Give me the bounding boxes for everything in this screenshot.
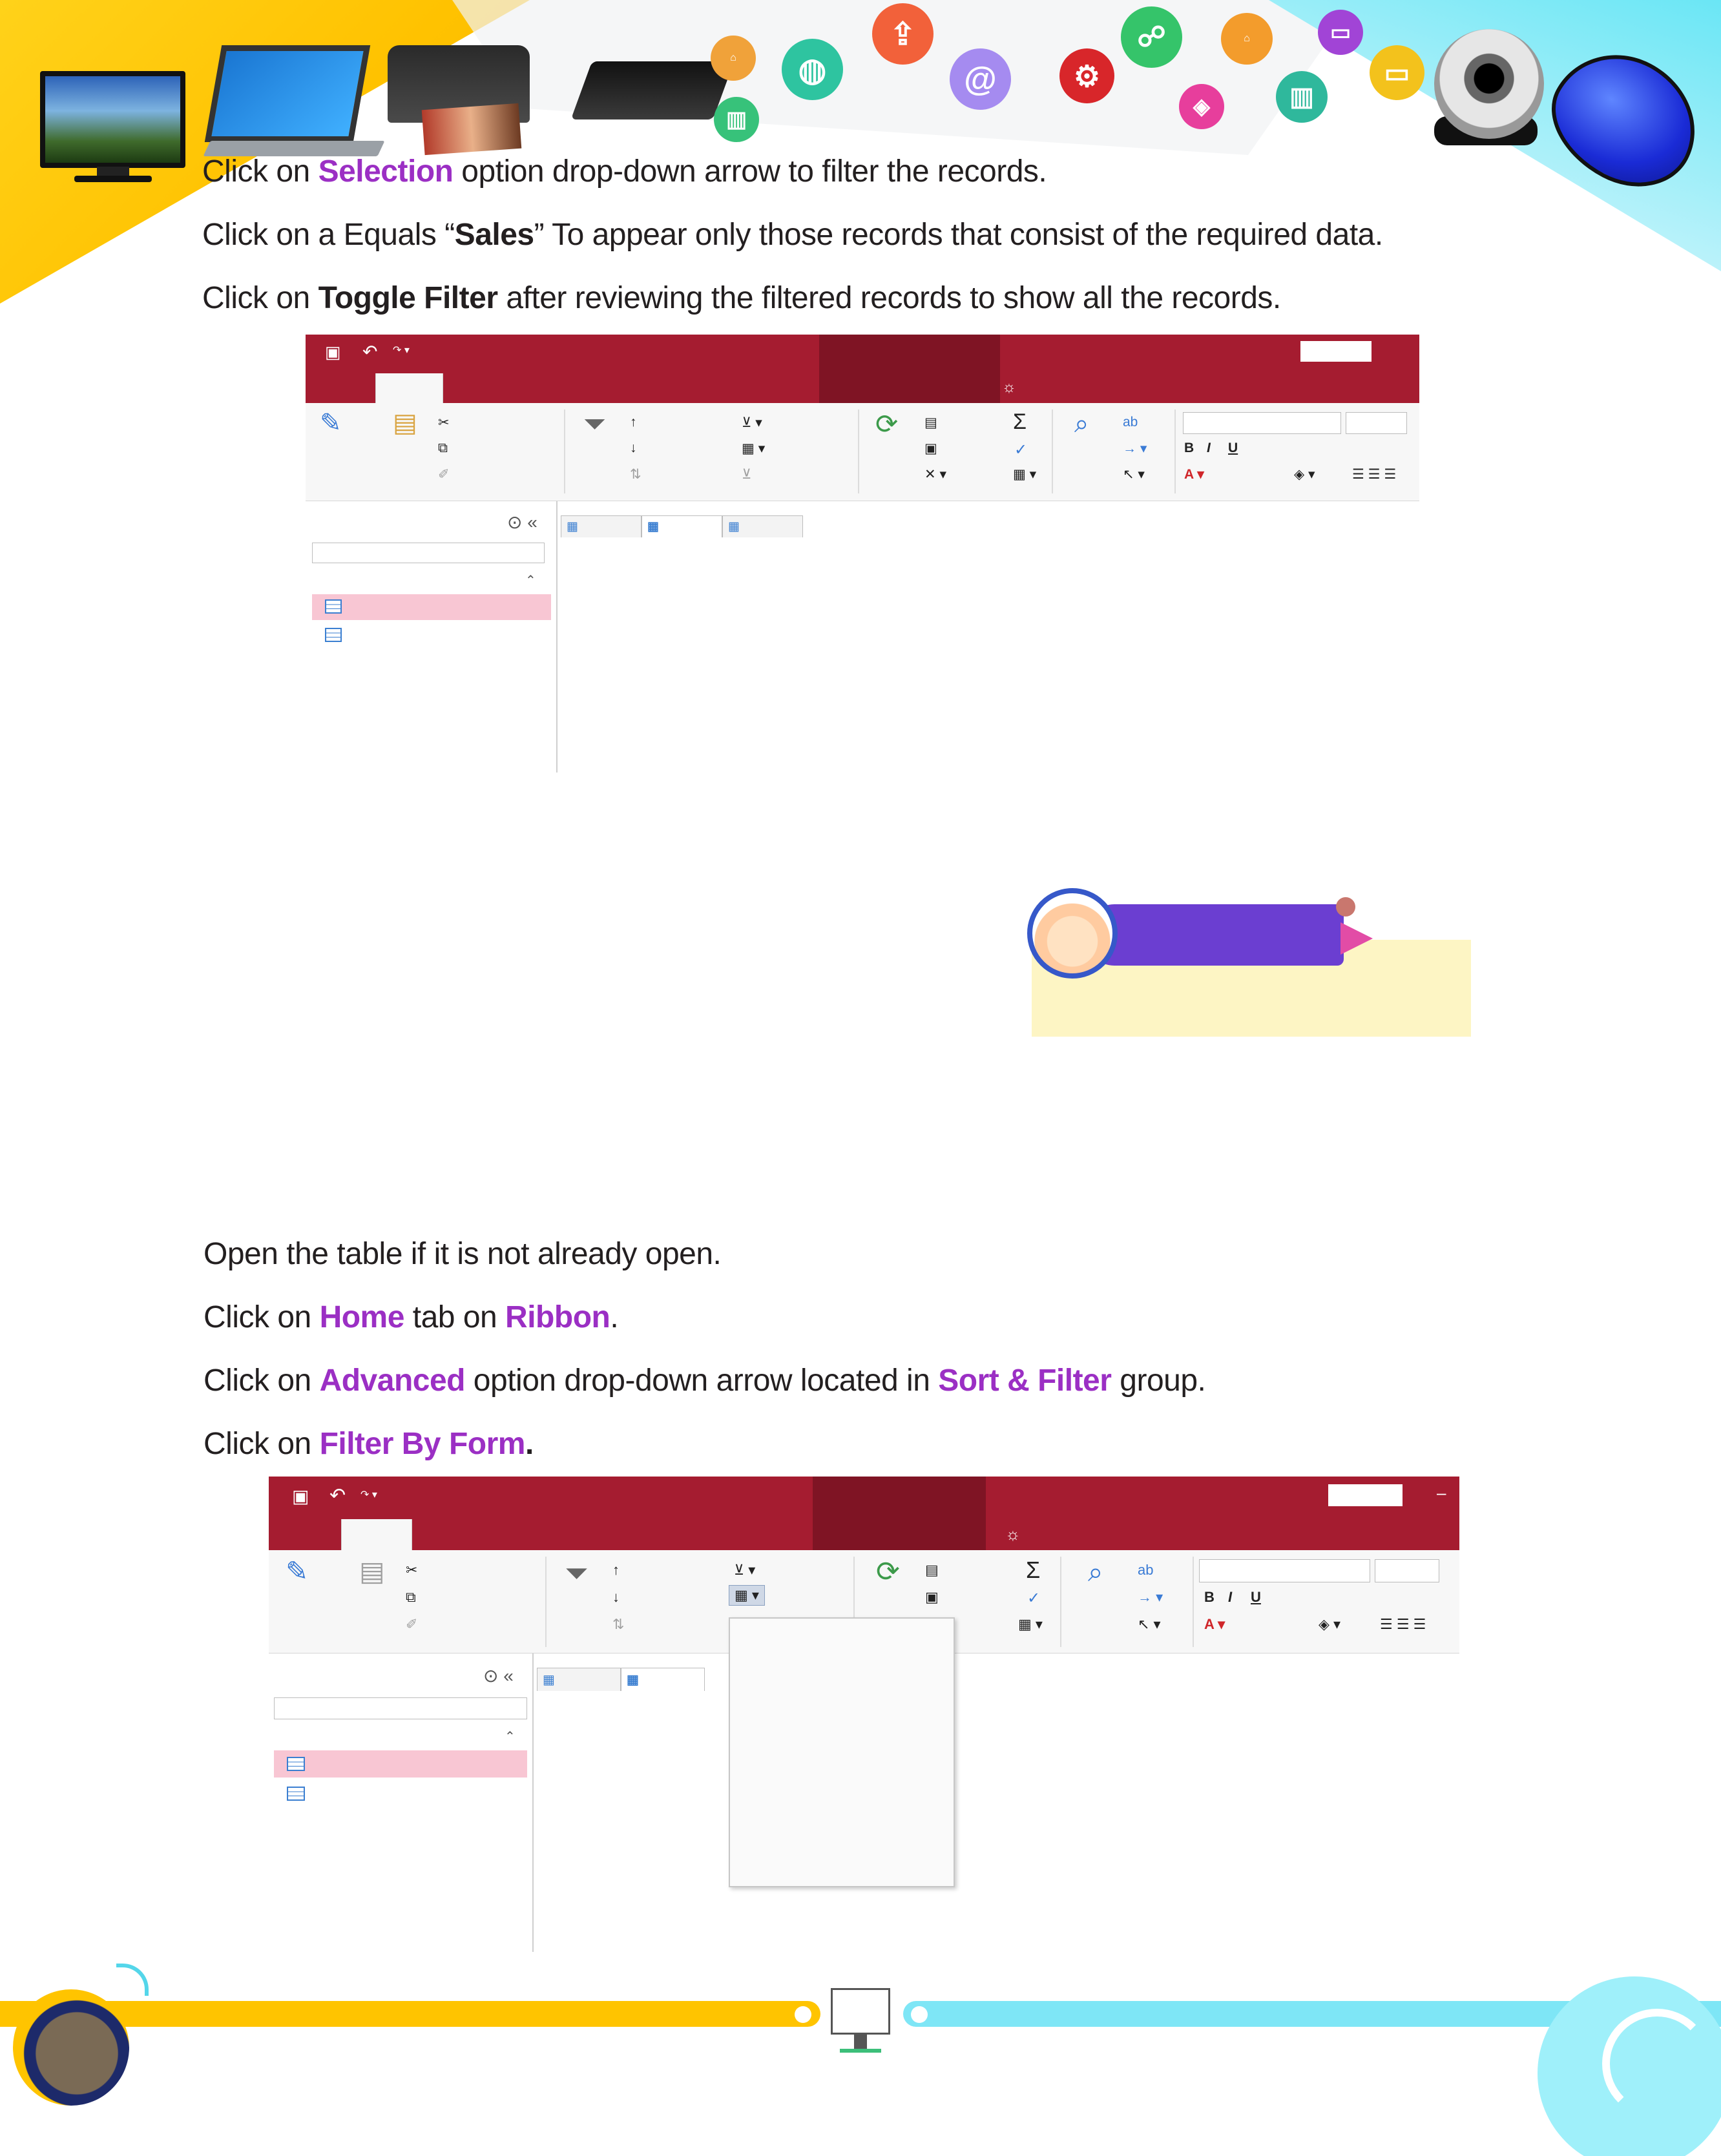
bullet-text-run: ” To appear only those records that consist of the required data. <box>534 218 1383 252</box>
access-screenshot-selection <box>306 335 1419 772</box>
save-record-button[interactable]: ▣ <box>924 441 937 456</box>
sign-in-button[interactable] <box>1328 1484 1403 1506</box>
italic-icon[interactable]: I <box>1207 441 1211 455</box>
collapse-chevron-icon[interactable]: ⌃ <box>525 574 536 588</box>
nav-selection-highlight <box>274 1750 527 1778</box>
redo-icon[interactable]: ↷ ▾ <box>393 345 410 356</box>
gamepad-bubble-icon: ◈ <box>1179 84 1224 129</box>
facts-banner <box>1085 904 1344 966</box>
bullet-text <box>202 216 1383 254</box>
screen-bubble-icon: ▭ <box>1370 45 1424 100</box>
bullet-text <box>202 152 1047 191</box>
globe-bubble-icon: ◍ <box>782 39 843 100</box>
mouse-bubble-icon: ⌂ <box>711 36 756 81</box>
bullet-text-run: tab on <box>404 1300 506 1334</box>
bullet-text-run: . <box>610 1300 619 1334</box>
bullet-text-run: option drop-down arrow to filter the records. <box>453 154 1047 189</box>
footer-cyan-dot <box>911 2006 928 2023</box>
footer-yellow-dot <box>795 2006 811 2023</box>
font-color-icon[interactable]: A ▾ <box>1204 1616 1226 1632</box>
font-color-icon[interactable]: A ▾ <box>1184 467 1204 482</box>
network-bubble-icon: ☍ <box>1121 6 1182 68</box>
format-painter-button[interactable]: ✐ <box>438 467 450 482</box>
selection-button[interactable]: ⊻ ▾ <box>734 1562 756 1578</box>
facts-kid-avatar <box>1027 888 1118 979</box>
bullet-text-run: after reviewing the filtered records to show all the records. <box>497 281 1281 315</box>
totals-icon[interactable]: Σ <box>1026 1557 1041 1583</box>
toggle-filter-button[interactable]: ⊻ <box>742 467 752 482</box>
doc-tab-table3[interactable] <box>561 515 641 537</box>
bullet-text-run: Click on <box>203 1427 320 1461</box>
bullet-text-run: Click on <box>202 154 318 189</box>
doc-tab-table2[interactable] <box>621 1668 705 1691</box>
font-name-select[interactable] <box>1183 412 1341 434</box>
bullet-text-run: group. <box>1111 1363 1206 1398</box>
filter-funnel-icon[interactable]: ⏷ <box>583 408 607 440</box>
chart-bubble-icon: ▥ <box>714 97 759 142</box>
monitor-illustration <box>40 71 185 168</box>
format-painter-button[interactable]: ✐ <box>406 1616 418 1632</box>
printed-photo <box>422 103 522 155</box>
nav-search-input[interactable] <box>274 1697 527 1719</box>
view-icon[interactable]: ✎ <box>320 409 342 437</box>
font-size-select[interactable] <box>1346 412 1407 434</box>
descending-button[interactable]: ↓ <box>612 1589 620 1605</box>
save-icon[interactable]: ▣ <box>325 342 341 362</box>
title-bar <box>306 335 1419 371</box>
table-icon <box>325 599 342 614</box>
table-icon <box>287 1757 305 1771</box>
upload-bubble-icon: ⇪ <box>872 3 934 65</box>
new-record-button[interactable]: ▤ <box>925 1562 939 1578</box>
selection-button[interactable]: ⊻ ▾ <box>742 415 762 430</box>
underline-icon[interactable]: U <box>1228 441 1238 455</box>
monitor-base <box>74 176 152 182</box>
fill-color-icon[interactable]: ◈ ▾ <box>1319 1616 1341 1632</box>
highlighted-term: Ribbon <box>505 1300 610 1334</box>
advanced-dropdown-menu <box>729 1617 955 1887</box>
more-icon[interactable]: ▦ ▾ <box>1018 1616 1043 1632</box>
satellite-dish-icon <box>13 1989 129 2106</box>
bar-chart-bubble-icon: ▥ <box>1276 71 1328 123</box>
facts-dot <box>1336 897 1355 917</box>
table-icon: ▦ <box>728 520 740 534</box>
sign-in-button[interactable] <box>1300 341 1372 362</box>
select-icon[interactable]: ↖ ▾ <box>1123 467 1145 482</box>
paste-icon[interactable]: ▤ <box>393 409 417 437</box>
bullet-text <box>203 1235 721 1274</box>
goto-icon[interactable]: → ▾ <box>1123 441 1147 456</box>
nav-menu-icon[interactable]: ⊙ « <box>483 1666 514 1686</box>
ribbon <box>306 403 1419 501</box>
copy-button[interactable]: ⧉ <box>406 1589 416 1605</box>
signal-arc-icon <box>1602 2009 1712 2119</box>
table-tools-zone <box>813 1477 986 1517</box>
bullet-text-run: Open the table if it is not already open. <box>203 1237 722 1271</box>
ribbon-tabs <box>306 371 1419 403</box>
doc-tab-table2[interactable] <box>641 515 722 537</box>
ribbon-tabs <box>269 1517 1459 1550</box>
highlighted-term: . <box>525 1427 534 1461</box>
highlighted-term: Advanced <box>319 1363 465 1398</box>
collapse-chevron-icon[interactable]: ⌃ <box>505 1730 516 1744</box>
mouse-small-bubble-icon: ⌂ <box>1221 13 1273 65</box>
highlighted-term: Selection <box>318 154 454 189</box>
advanced-button[interactable]: ▦ ▾ <box>742 441 766 456</box>
spelling-icon[interactable]: ✓ <box>1014 441 1028 459</box>
font-name-select[interactable] <box>1199 1559 1370 1582</box>
italic-icon[interactable]: I <box>1228 1589 1233 1605</box>
bullet-text <box>203 1425 534 1464</box>
lightbulb-icon: ☼ <box>1002 378 1016 396</box>
doc-tab-table1[interactable] <box>722 515 803 537</box>
fill-color-icon[interactable]: ◈ ▾ <box>1294 467 1315 482</box>
refresh-icon[interactable]: ⟳ <box>875 409 899 439</box>
descending-button[interactable]: ↓ <box>630 441 637 455</box>
select-icon[interactable]: ↖ ▾ <box>1138 1616 1161 1632</box>
tab-home[interactable] <box>341 1519 412 1550</box>
gears-bubble-icon: ⚙ <box>1059 48 1114 103</box>
bullet-text <box>203 1298 618 1337</box>
doc-tab-table3[interactable] <box>537 1668 621 1691</box>
advanced-button[interactable]: ▦ ▾ <box>729 1585 765 1606</box>
find-icon[interactable]: ⌕ <box>1074 409 1089 438</box>
replace-icon[interactable]: ab <box>1123 415 1138 430</box>
navigation-pane <box>306 501 558 772</box>
table-tools-zone <box>819 335 1000 371</box>
remove-sort-button[interactable]: ⇅ <box>630 467 641 482</box>
nav-selection-highlight <box>312 594 551 620</box>
ascending-button[interactable]: ↑ <box>612 1562 620 1578</box>
wifi-arc-icon <box>116 1964 149 1996</box>
minimize-icon[interactable]: – <box>1437 1483 1446 1502</box>
totals-icon[interactable]: Σ <box>1013 409 1027 434</box>
page-stand <box>854 2035 867 2050</box>
table-icon: ▦ <box>543 1673 555 1687</box>
highlighted-term: Toggle Filter <box>318 281 498 315</box>
access-screenshot-filter-by-form <box>269 1477 1459 1952</box>
more-icon[interactable]: ▦ ▾ <box>1013 467 1037 482</box>
save-icon[interactable]: ▣ <box>292 1486 309 1506</box>
align-icons[interactable]: ☰ ☰ ☰ <box>1352 467 1397 482</box>
view-icon[interactable]: ✎ <box>286 1556 309 1586</box>
folder-bubble-icon: ▭ <box>1318 10 1363 55</box>
bullet-text-run: Click on <box>203 1363 320 1398</box>
bullet-text <box>202 279 1281 318</box>
tab-home[interactable] <box>375 373 443 403</box>
goto-icon[interactable]: → ▾ <box>1138 1589 1163 1605</box>
highlighted-term: Sort & Filter <box>938 1363 1112 1398</box>
page-stand-base <box>840 2049 881 2053</box>
table-icon: ▦ <box>647 520 659 534</box>
redo-icon[interactable]: ↷ ▾ <box>360 1489 377 1500</box>
font-size-select[interactable] <box>1375 1559 1439 1582</box>
paste-icon[interactable]: ▤ <box>359 1556 385 1586</box>
copy-button[interactable]: ⧉ <box>438 441 448 455</box>
bold-icon[interactable]: B <box>1204 1589 1215 1605</box>
title-bar <box>269 1477 1459 1517</box>
underline-icon[interactable]: U <box>1251 1589 1261 1605</box>
webcam-illustration <box>1434 29 1544 139</box>
find-icon[interactable]: ⌕ <box>1088 1557 1103 1587</box>
table-icon <box>287 1787 305 1801</box>
highlighted-term: Sales <box>454 218 534 252</box>
page-number <box>831 1988 890 2035</box>
refresh-icon[interactable]: ⟳ <box>876 1556 900 1588</box>
bullet-text-run: Click on a Equals “ <box>202 218 455 252</box>
remove-sort-button[interactable]: ⇅ <box>612 1616 625 1632</box>
bullet-text-run: Click on <box>203 1300 320 1334</box>
highlighted-term: Filter By Form <box>319 1427 525 1461</box>
laptop-illustration <box>205 45 370 142</box>
bullet-text-run: option drop-down arrow located in <box>464 1363 939 1398</box>
datasheet-grid <box>534 1691 1459 1952</box>
scanner-illustration <box>571 61 735 119</box>
navigation-pane <box>269 1653 534 1952</box>
spelling-icon[interactable]: ✓ <box>1027 1590 1041 1607</box>
table-icon <box>325 628 342 642</box>
undo-icon[interactable]: ↶ <box>329 1485 346 1506</box>
align-icons[interactable]: ☰ ☰ ☰ <box>1380 1616 1426 1632</box>
datasheet-grid <box>558 537 1419 772</box>
cut-button[interactable]: ✂ <box>406 1562 418 1578</box>
filter-funnel-icon[interactable]: ⏷ <box>565 1556 589 1590</box>
new-record-button[interactable]: ▤ <box>924 415 937 430</box>
bullet-text <box>203 1362 1205 1400</box>
at-sign-bubble-icon: @ <box>950 48 1011 110</box>
ascending-button[interactable]: ↑ <box>630 415 637 430</box>
bullet-text-run: Click on <box>202 281 318 315</box>
bold-icon[interactable]: B <box>1184 441 1194 455</box>
save-record-button[interactable]: ▣ <box>925 1589 939 1605</box>
replace-icon[interactable]: ab <box>1138 1562 1154 1578</box>
table-icon: ▦ <box>627 1673 639 1687</box>
lightbulb-icon: ☼ <box>1005 1524 1021 1544</box>
nav-menu-icon[interactable]: ⊙ « <box>507 512 537 532</box>
cut-button[interactable]: ✂ <box>438 415 450 430</box>
undo-icon[interactable]: ↶ <box>362 342 378 362</box>
table-icon: ▦ <box>567 520 578 534</box>
delete-record-button[interactable]: ✕ ▾ <box>924 467 946 482</box>
highlighted-term: Home <box>319 1300 404 1334</box>
nav-search-input[interactable] <box>312 543 545 563</box>
